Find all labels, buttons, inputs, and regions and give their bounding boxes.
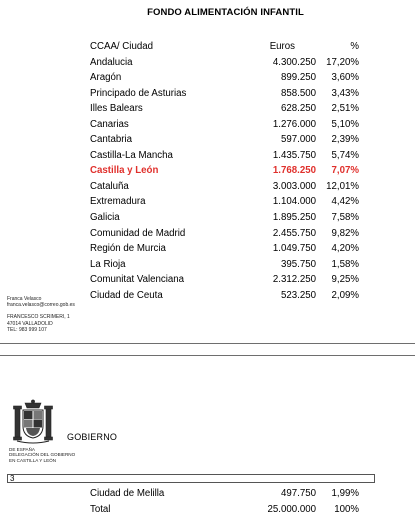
region-euros: 1.276.000	[272, 118, 316, 130]
government-region: EN CASTILLA Y LEÓN	[9, 457, 57, 463]
region-euros: 1.768.250	[272, 165, 316, 177]
region-name: Principado de Asturias	[90, 87, 187, 99]
region-name: Extremadura	[90, 196, 146, 208]
contact-block	[7, 296, 75, 333]
region-percent: 5,10%	[331, 118, 359, 130]
region-percent: 3,60%	[331, 72, 359, 84]
region-euros: 1.895.250	[272, 212, 316, 224]
region-euros: 597.000	[280, 134, 316, 146]
region-name: Comunitat Valenciana	[90, 274, 185, 286]
region-percent: 4,20%	[331, 243, 359, 255]
region-euros: 2.312.250	[272, 274, 316, 286]
region-name: Ciudad de Ceuta	[90, 289, 163, 301]
region-euros: 395.750	[280, 258, 316, 270]
region-percent: 12,01%	[326, 180, 359, 192]
contact-address-line2: 47014 VALLADOLID	[7, 320, 53, 327]
government-country: DE ESPAÑA	[9, 447, 35, 452]
region-percent: 9,82%	[331, 227, 359, 239]
region-percent: 2,39%	[331, 134, 359, 146]
page-number-box	[7, 474, 375, 483]
region-percent: 1,58%	[331, 258, 359, 270]
region-name: Ciudad de Melilla	[90, 488, 165, 499]
government-name: GOBIERNO	[67, 432, 118, 442]
region-euros: 858.500	[280, 87, 316, 99]
government-subtitle	[9, 447, 75, 463]
region-euros: 1.435.750	[272, 149, 316, 161]
total-percent: 100%	[334, 503, 359, 515]
header-euros: Euros	[269, 41, 295, 52]
region-euros: 628.250	[280, 103, 316, 115]
region-name: Galicia	[90, 212, 120, 224]
page-divider	[0, 355, 415, 356]
region-percent: 7,58%	[331, 212, 359, 224]
region-name: Illes Balears	[90, 103, 143, 115]
region-name: Cataluña	[90, 180, 129, 192]
contact-name: Franca Velasco	[7, 296, 42, 302]
region-name: Castilla-La Mancha	[90, 149, 173, 161]
region-percent: 3,43%	[331, 87, 359, 99]
region-percent: 2,51%	[331, 103, 359, 115]
region-percent: 9,25%	[331, 274, 359, 286]
document-title: FONDO ALIMENTACIÓN INFANTIL	[147, 7, 304, 18]
region-percent: 5,74%	[331, 149, 359, 161]
region-euros: 523.250	[280, 289, 316, 301]
region-euros: 1.049.750	[272, 243, 316, 255]
region-euros: 2.455.750	[272, 227, 316, 239]
region-percent: 17,20%	[326, 56, 359, 68]
page-divider	[0, 343, 415, 344]
contact-email: franca.velasco@correo.gob.es	[7, 302, 75, 309]
region-name: Región de Murcia	[90, 243, 166, 255]
contact-address-line1: FRANCESCO SCRIMERI, 1	[7, 314, 70, 321]
region-name: La Rioja	[90, 258, 126, 270]
region-percent: 2,09%	[331, 289, 359, 301]
region-percent: 4,42%	[331, 196, 359, 208]
contact-phone: TEL: 983 999 107	[7, 326, 47, 333]
region-name: Canarias	[90, 118, 129, 130]
region-name: Cantabria	[90, 134, 133, 146]
region-euros: 1.104.000	[272, 196, 316, 208]
region-name: Castilla y León	[90, 165, 159, 177]
coat-of-arms-icon	[12, 399, 54, 445]
page-number: 3	[10, 474, 15, 483]
region-euros: 3.003.000	[272, 180, 316, 192]
header-region: CCAA/ Ciudad	[90, 41, 153, 52]
region-euros: 497.750	[280, 488, 316, 499]
region-euros: 4.300.250	[272, 56, 316, 68]
total-label: Total	[90, 503, 111, 515]
region-euros: 899.250	[280, 72, 316, 84]
region-percent: 1,99%	[331, 488, 359, 499]
region-name: Andalucia	[90, 56, 133, 68]
header-percent: %	[350, 41, 359, 52]
region-percent: 7,07%	[331, 165, 359, 177]
total-euros: 25.000.000	[267, 503, 316, 515]
government-delegation: DELEGACIÓN DEL GOBIERNO	[9, 452, 76, 458]
region-name: Aragón	[90, 72, 122, 84]
region-name: Comunidad de Madrid	[90, 227, 186, 239]
